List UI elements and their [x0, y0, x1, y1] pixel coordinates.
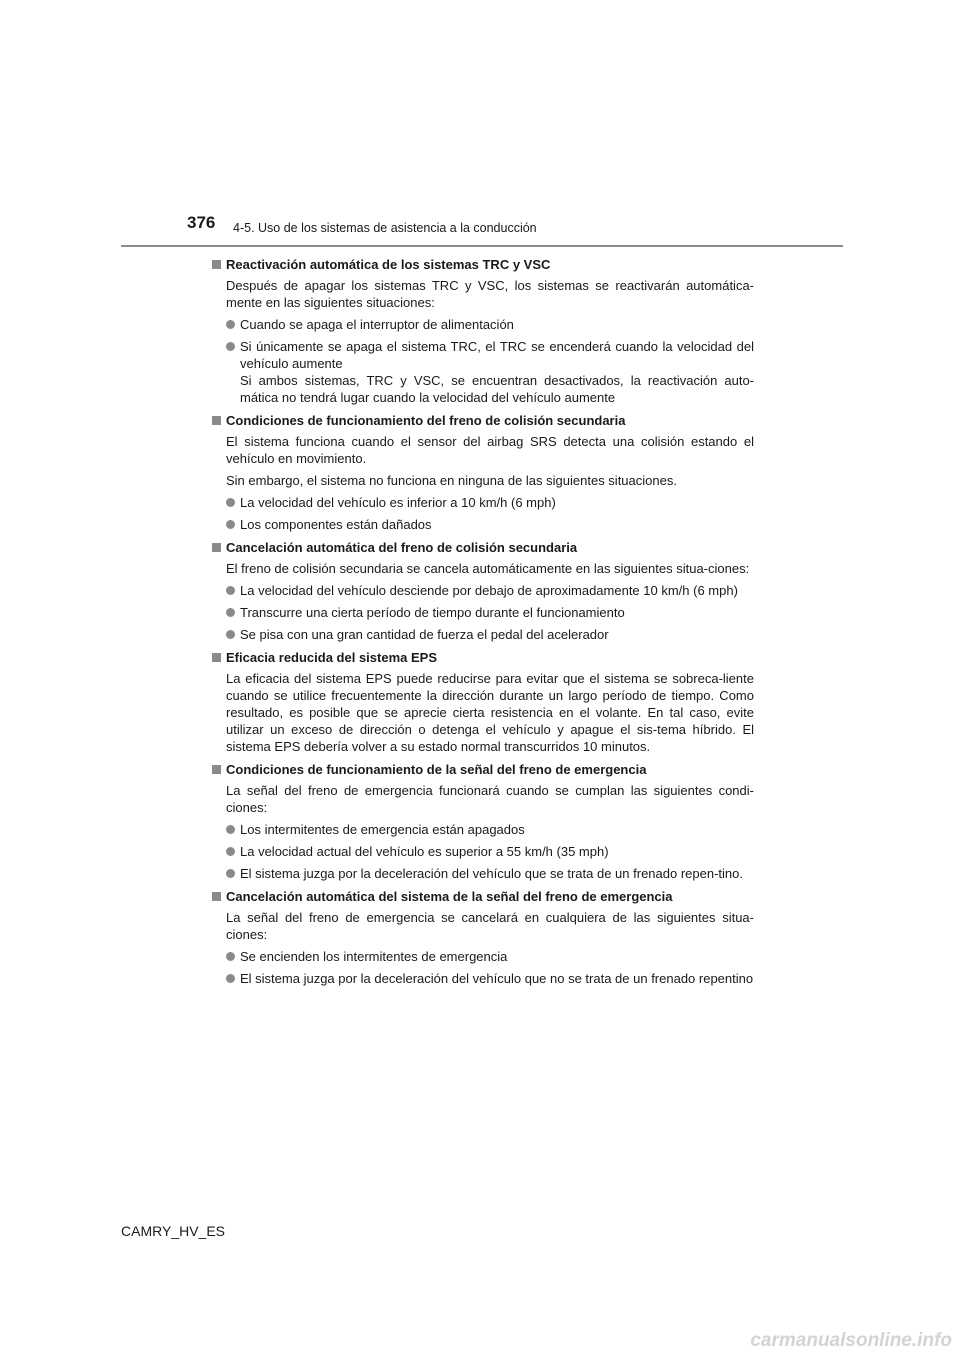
manual-section [211, 888, 754, 987]
manual-section [211, 761, 754, 882]
round-bullet-icon [226, 608, 235, 617]
list-item-text: Los intermitentes de emergencia están apagados [240, 822, 525, 837]
paragraph: El freno de colisión secundaria se cancela automáticamente en las siguientes situa-ciones: [226, 561, 750, 576]
manual-body [211, 256, 754, 993]
list-item-note: Si ambos sistemas, TRC y VSC, se encuentran desactivados, la reactivación auto-mática no tendrá lugar cuando la velocidad del vehículo aumente [240, 373, 754, 405]
list-item [211, 865, 754, 882]
manual-section [211, 649, 754, 755]
manual-section [211, 256, 754, 406]
list-item-text: Se pisa con una gran cantidad de fuerza el pedal del acelerador [240, 627, 609, 642]
paragraph: La eficacia del sistema EPS puede reducirse para evitar que el sistema se sobreca-liente cuando se utilice frecuentemente la dirección durante un largo período de tiempo. Como resultado, es posible que se aprecie cierta resistencia en el volante. En tal caso, evite utilizar un exceso de dirección o detenga el vehículo y apague el sis-tema híbrido. El sistema EPS debería volver a su estado normal transcurridos 10 minutos. [226, 671, 754, 754]
section-title: Cancelación automática del sistema de la señal del freno de emergencia [226, 889, 673, 904]
list-item-text: Se encienden los intermitentes de emergencia [240, 949, 508, 964]
page-number: 376 [187, 213, 216, 232]
list-item [211, 582, 754, 599]
list-item [211, 316, 754, 333]
paragraph: La señal del freno de emergencia funcionará cuando se cumplan las siguientes condi-ciones: [226, 783, 754, 815]
square-bullet-icon [212, 543, 221, 552]
section-heading [211, 256, 754, 273]
section-title: Eficacia reducida del sistema EPS [226, 650, 437, 665]
list-item-text: El sistema juzga por la deceleración del vehículo que se trata de un frenado repen-tino. [240, 866, 743, 881]
section-title: Reactivación automática de los sistemas TRC y VSC [226, 257, 551, 272]
chapter-title: 4-5. Uso de los sistemas de asistencia a la conducción [233, 221, 537, 235]
list-item-text: La velocidad del vehículo es inferior a 10 km/h (6 mph) [240, 495, 556, 510]
paragraph: Después de apagar los sistemas TRC y VSC, los sistemas se reactivarán automática-mente en las siguientes situaciones: [226, 278, 754, 310]
list-item-text: Transcurre una cierta período de tiempo durante el funcionamiento [240, 605, 625, 620]
list-item-text: La velocidad actual del vehículo es superior a 55 km/h (35 mph) [240, 844, 609, 859]
list-item-text: La velocidad del vehículo desciende por debajo de aproximadamente 10 km/h (6 mph) [240, 583, 738, 598]
square-bullet-icon [212, 260, 221, 269]
square-bullet-icon [212, 765, 221, 774]
round-bullet-icon [226, 630, 235, 639]
manual-section [211, 412, 754, 533]
list-item-text: Cuando se apaga el interruptor de alimentación [240, 317, 514, 332]
paragraph: El sistema funciona cuando el sensor del airbag SRS detecta una colisión estando el vehículo en movimiento. [226, 434, 754, 466]
section-heading [211, 539, 754, 556]
section-heading [211, 412, 754, 429]
round-bullet-icon [226, 952, 235, 961]
section-title: Cancelación automática del freno de colisión secundaria [226, 540, 578, 555]
list-item-text: Si únicamente se apaga el sistema TRC, el TRC se encenderá cuando la velocidad del vehículo aumente [240, 339, 754, 371]
list-item [211, 494, 754, 511]
round-bullet-icon [226, 586, 235, 595]
watermark: carmanualsonline.info [750, 1330, 952, 1351]
round-bullet-icon [226, 320, 235, 329]
list-item [211, 516, 754, 533]
list-item [211, 843, 754, 860]
section-heading [211, 761, 754, 778]
list-item [211, 604, 754, 621]
section-heading [211, 888, 754, 905]
footer-model-code: CAMRY_HV_ES [121, 1223, 226, 1239]
list-item-text: El sistema juzga por la deceleración del vehículo que no se trata de un frenado repentino [240, 971, 754, 986]
round-bullet-icon [226, 342, 235, 351]
list-item [211, 821, 754, 838]
paragraph: Sin embargo, el sistema no funciona en ninguna de las siguientes situaciones. [226, 473, 677, 488]
manual-section [211, 539, 754, 643]
list-item [211, 948, 754, 965]
round-bullet-icon [226, 974, 235, 983]
round-bullet-icon [226, 498, 235, 507]
round-bullet-icon [226, 520, 235, 529]
square-bullet-icon [212, 653, 221, 662]
list-item [211, 338, 754, 406]
header-divider [121, 245, 843, 247]
square-bullet-icon [212, 892, 221, 901]
round-bullet-icon [226, 825, 235, 834]
round-bullet-icon [226, 869, 235, 878]
list-item [211, 626, 754, 643]
section-heading [211, 649, 754, 666]
list-item [211, 970, 754, 987]
section-title: Condiciones de funcionamiento del freno de colisión secundaria [226, 413, 626, 428]
square-bullet-icon [212, 416, 221, 425]
list-item-text: Los componentes están dañados [240, 517, 432, 532]
section-title: Condiciones de funcionamiento de la señal del freno de emergencia [226, 762, 647, 777]
paragraph: La señal del freno de emergencia se cancelará en cualquiera de las siguientes situa-ciones: [226, 910, 754, 942]
round-bullet-icon [226, 847, 235, 856]
